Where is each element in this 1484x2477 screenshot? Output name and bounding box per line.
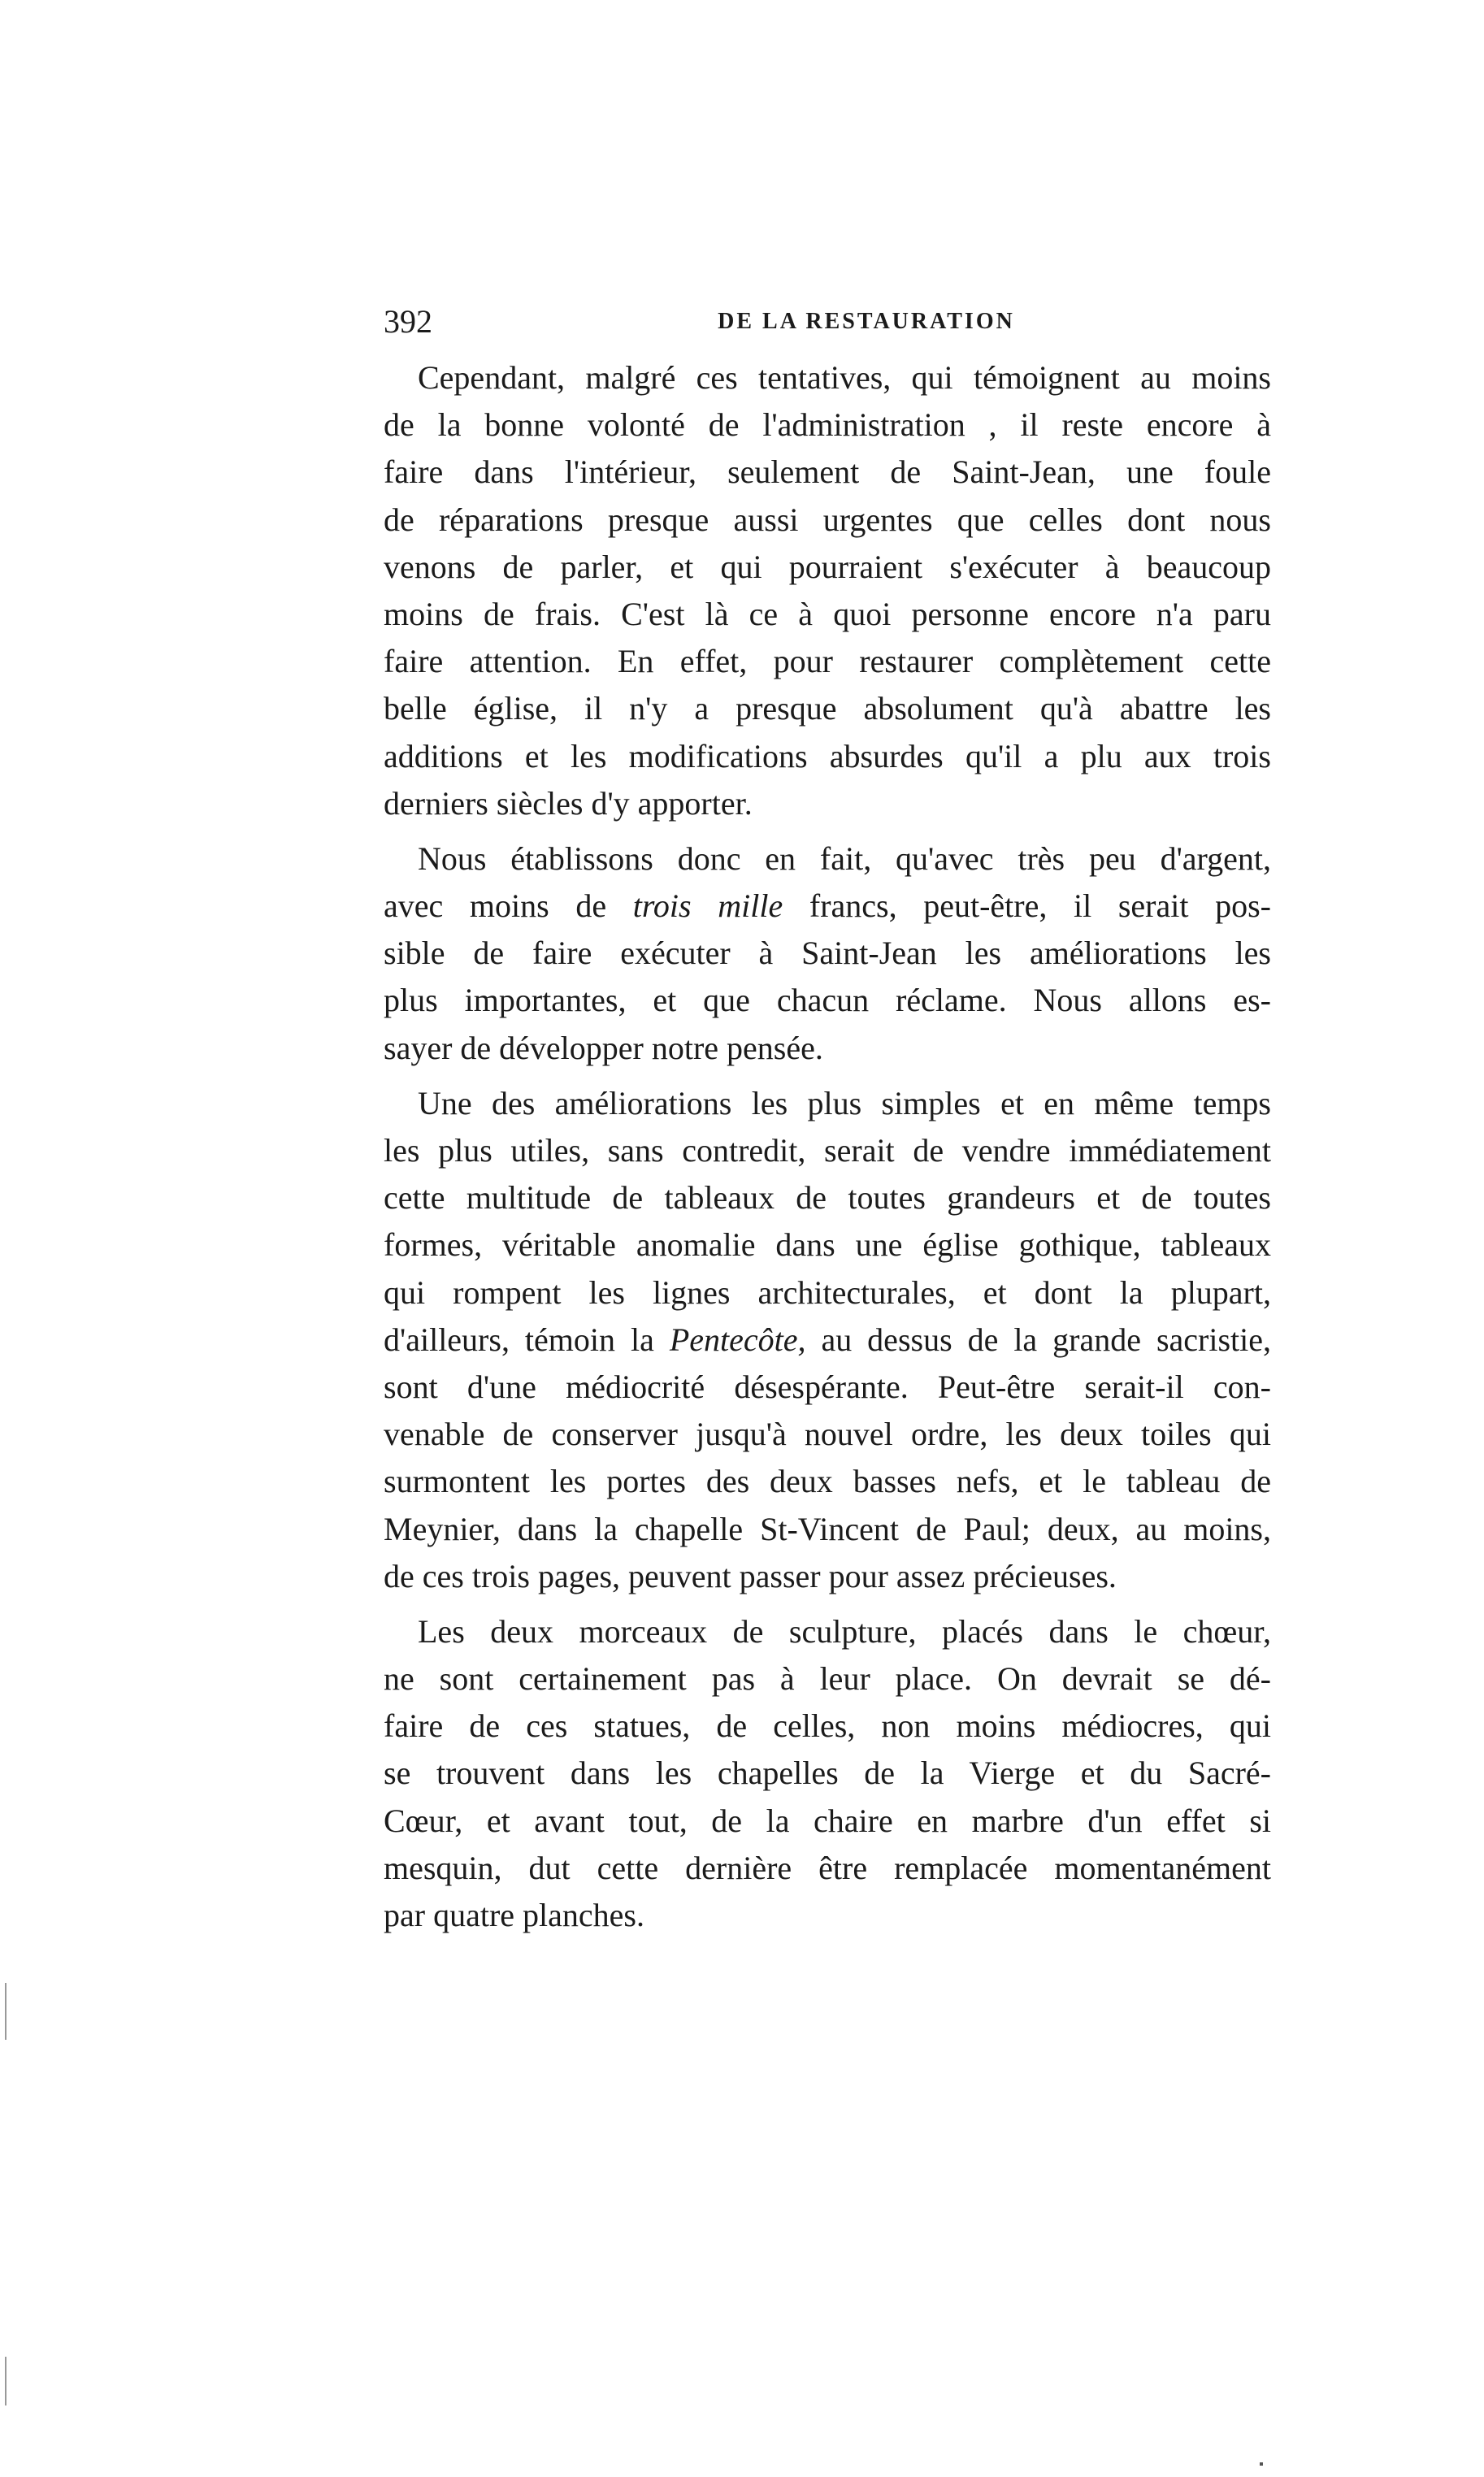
- text-line: faire de ces statues, de celles, non moins médiocres, qui: [384, 1707, 1271, 1745]
- text-line: ne sont certainement pas à leur place. On devrait se dé-: [384, 1660, 1271, 1698]
- paragraph-gap: [384, 1600, 1271, 1608]
- text-line: surmontent les portes des deux basses nefs, et le tableau de: [384, 1463, 1271, 1500]
- text-line: sayer de développer notre pensée.: [384, 1029, 823, 1066]
- page-number: 392: [384, 303, 432, 340]
- paragraph: [384, 354, 1271, 827]
- text-line: Les deux morceaux de sculpture, placés dans le chœur,: [418, 1612, 1271, 1650]
- text-line: sont d'une médiocrité désespérante. Peut-être serait-il con-: [384, 1368, 1271, 1405]
- text-line: additions et les modifications absurdes qu'il a plu aux trois: [384, 737, 1271, 774]
- text-line: Cependant, malgré ces tentatives, qui témoignent au moins: [418, 359, 1271, 396]
- text-line: plus importantes, et que chacun réclame. Nous allons es-: [384, 982, 1271, 1019]
- paragraph: [384, 1080, 1271, 1600]
- text-line: venons de parler, et qui pourraient s'exécuter à beaucoup: [384, 548, 1271, 585]
- text-line: sible de faire exécuter à Saint-Jean les améliorations les: [384, 935, 1271, 972]
- paragraph-gap: [384, 827, 1271, 835]
- text-run: au dessus de la grande sacristie,: [805, 1321, 1272, 1358]
- text-line: moins de frais. C'est là ce à quoi personne encore n'a paru: [384, 595, 1271, 632]
- body-text: [384, 354, 1271, 1939]
- text-line: qui rompent les lignes architecturales, et dont la plupart,: [384, 1273, 1271, 1311]
- text-line: derniers siècles d'y apporter.: [384, 784, 753, 822]
- text-line: se trouvent dans les chapelles de la Vierge et du Sacré-: [384, 1755, 1271, 1792]
- text-run: francs, peut-être, il serait pos-: [783, 887, 1272, 925]
- paragraph: [384, 835, 1271, 1072]
- text-line: faire dans l'intérieur, seulement de Saint-Jean, une foule: [384, 453, 1271, 491]
- running-head: [384, 297, 1325, 346]
- text-line: Nous établissons donc en fait, qu'avec très peu d'argent,: [418, 839, 1271, 877]
- text-line: [384, 883, 1271, 930]
- text-line: Cœur, et avant tout, de la chaire en marbre d'un effet si: [384, 1802, 1271, 1839]
- scan-mark: [5, 2357, 7, 2405]
- text-line: faire attention. En effet, pour restaurer complètement cette: [384, 643, 1271, 680]
- running-title: DE LA RESTAURATION: [718, 309, 1015, 334]
- text-line: cette multitude de tableaux de toutes grandeurs et de toutes: [384, 1179, 1271, 1217]
- text-line: les plus utiles, sans contredit, serait de vendre immédiatement: [384, 1132, 1271, 1169]
- text-line: par quatre planches.: [384, 1897, 644, 1933]
- text-line: Meynier, dans la chapelle St-Vincent de Paul; deux, au moins,: [384, 1510, 1271, 1547]
- text-line: [384, 1317, 1271, 1364]
- text-line: Une des améliorations les plus simples et en même temps: [418, 1084, 1271, 1121]
- text-line: mesquin, dut cette dernière être remplacée momentanément: [384, 1849, 1271, 1886]
- scan-mark: [1260, 2462, 1263, 2466]
- scan-mark: [5, 1983, 7, 2040]
- text-line: de réparations presque aussi urgentes que celles dont nous: [384, 501, 1271, 538]
- text-run: avec moins de: [384, 887, 633, 925]
- italic-text: trois mille: [632, 887, 783, 925]
- text-line: formes, véritable anomalie dans une église gothique, tableaux: [384, 1226, 1271, 1264]
- paragraph: [384, 1608, 1271, 1939]
- text-run: d'ailleurs, témoin la: [384, 1321, 670, 1358]
- text-line: venable de conserver jusqu'à nouvel ordre, les deux toiles qui: [384, 1416, 1271, 1453]
- italic-text: Pentecôte,: [669, 1321, 806, 1358]
- text-line: de ces trois pages, peuvent passer pour assez précieuses.: [384, 1557, 1117, 1594]
- text-line: de la bonne volonté de l'administration , il reste encore à: [384, 406, 1271, 444]
- paragraph-gap: [384, 1072, 1271, 1080]
- text-line: belle église, il n'y a presque absolument qu'à abattre les: [384, 690, 1271, 727]
